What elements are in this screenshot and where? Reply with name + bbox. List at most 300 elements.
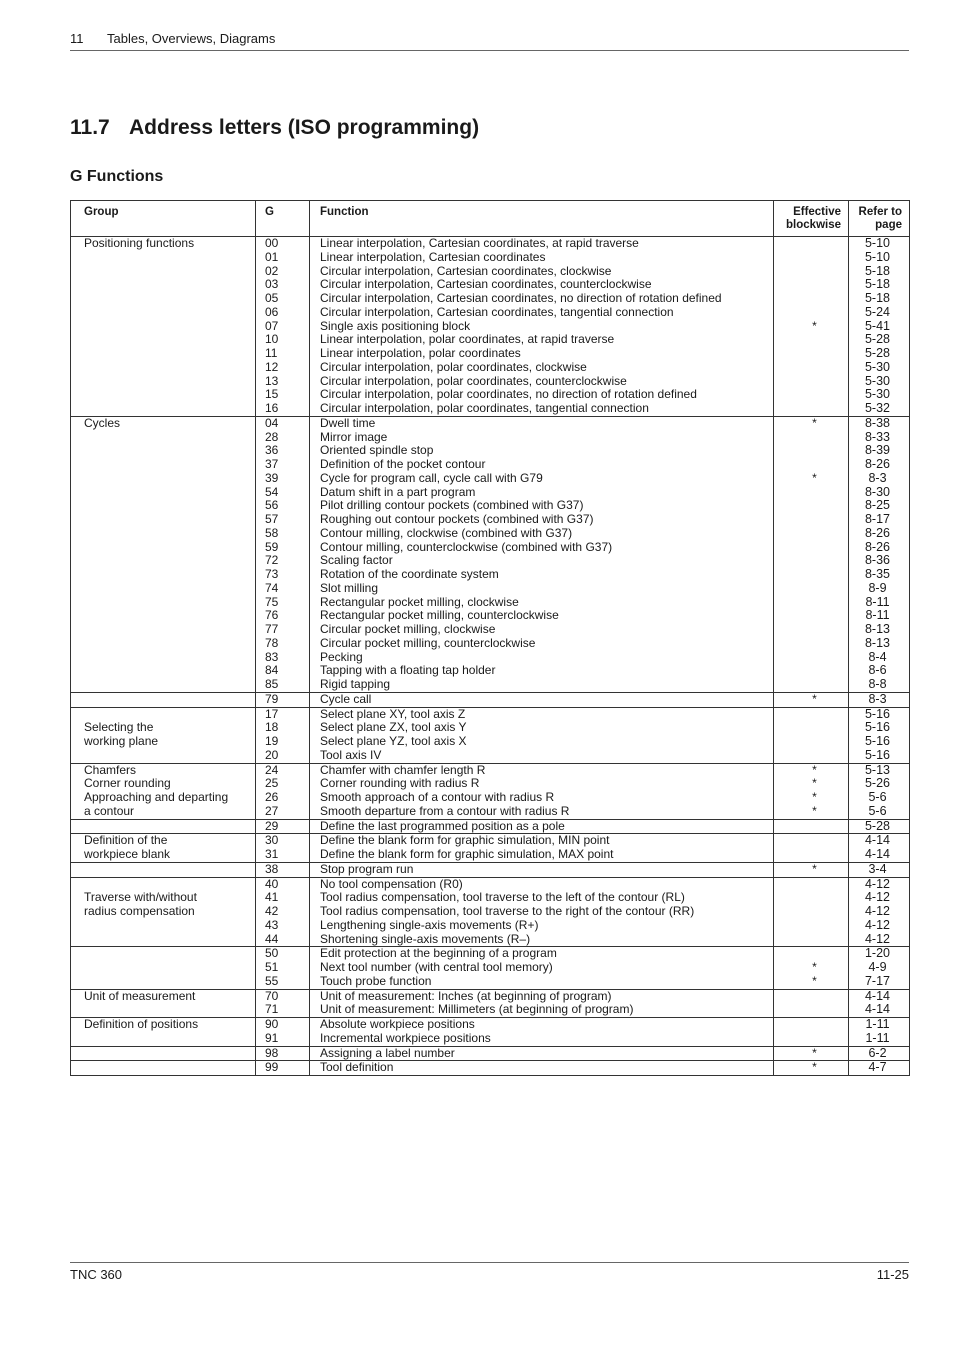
table-body bbox=[71, 237, 910, 1076]
g-functions-table bbox=[70, 200, 910, 1076]
effective-cell bbox=[774, 834, 849, 863]
g-code-cell-line: 31 bbox=[265, 848, 279, 861]
page-ref-cell-line: 8-33 bbox=[864, 430, 891, 444]
column-header-group: Group bbox=[71, 201, 256, 237]
page-ref-cell-line: 8-35 bbox=[864, 568, 891, 581]
g-code-cell-line: 20 bbox=[265, 748, 279, 762]
table-row bbox=[71, 237, 910, 417]
g-code-cell-line: 02 bbox=[265, 264, 279, 278]
effective-cell-line: * bbox=[812, 1046, 817, 1060]
page-ref-cell bbox=[849, 763, 910, 819]
table-row bbox=[71, 877, 910, 947]
effective-cell-line bbox=[774, 431, 841, 445]
page-ref-cell-line: 8-39 bbox=[864, 444, 891, 458]
g-code-cell-line: 11 bbox=[265, 347, 278, 360]
effective-cell-line: * bbox=[812, 471, 817, 485]
page-ref-cell-line: 4-14 bbox=[864, 1003, 891, 1017]
function-cell-line: Tapping with a floating tap holder bbox=[320, 664, 496, 678]
effective-cell-line: * bbox=[812, 692, 817, 706]
effective-cell bbox=[774, 692, 849, 707]
column-header-g: G bbox=[256, 201, 310, 237]
g-code-cell-line: 29 bbox=[265, 819, 279, 833]
function-cell-line: Slot milling bbox=[320, 581, 379, 595]
page-ref-cell bbox=[849, 692, 910, 707]
g-code-cell-line: 15 bbox=[265, 388, 279, 402]
effective-cell-line bbox=[774, 1018, 841, 1032]
group-cell-line: Definition of positions bbox=[84, 1018, 199, 1031]
g-code-cell-line: 75 bbox=[265, 595, 279, 609]
g-code-cell-line: 43 bbox=[265, 918, 279, 932]
column-header-effective-line1: Effective bbox=[793, 206, 841, 218]
page-ref-cell bbox=[849, 1018, 910, 1047]
g-code-cell-line: 28 bbox=[265, 430, 279, 444]
function-cell-line: Stop program run bbox=[320, 862, 414, 876]
function-cell-line: Unit of measurement: Millimeters (at beginning of program) bbox=[320, 1003, 634, 1017]
function-cell bbox=[310, 237, 774, 417]
g-code-cell bbox=[256, 862, 310, 877]
page-ref-cell-line: 5-18 bbox=[864, 264, 891, 278]
effective-cell-line: * bbox=[812, 862, 817, 876]
function-cell-line: Circular interpolation, Cartesian coordinates, tangential connection bbox=[320, 305, 674, 319]
function-cell-line: Select plane XY, tool axis Z bbox=[320, 707, 466, 721]
page-number: 11-25 bbox=[876, 1267, 909, 1282]
g-code-cell-line: 25 bbox=[265, 777, 279, 791]
page-ref-cell-line: 8-6 bbox=[868, 664, 887, 678]
g-code-cell-line: 44 bbox=[265, 932, 279, 946]
page-ref-cell-line: 1-11 bbox=[865, 1031, 890, 1045]
g-code-cell-line: 39 bbox=[265, 471, 279, 485]
effective-cell-line: * bbox=[812, 791, 817, 804]
effective-cell-line: * bbox=[812, 1061, 817, 1075]
effective-cell-line bbox=[774, 735, 841, 749]
effective-cell-line bbox=[774, 990, 841, 1004]
page-ref-cell-line: 5-24 bbox=[864, 305, 891, 319]
effective-cell-line bbox=[774, 265, 841, 279]
page-ref-cell-line: 8-36 bbox=[864, 554, 891, 568]
group-cell bbox=[71, 692, 256, 707]
page-ref-cell-line: 4-12 bbox=[864, 918, 891, 932]
group-cell-line: radius compensation bbox=[84, 905, 195, 918]
function-cell bbox=[310, 416, 774, 692]
page-ref-cell-line: 4-14 bbox=[864, 989, 891, 1003]
function-cell-line: Circular interpolation, polar coordinates, clockwise bbox=[320, 360, 587, 374]
g-code-cell-line: 18 bbox=[265, 721, 279, 735]
function-cell-line: Corner rounding with radius R bbox=[320, 777, 480, 791]
effective-cell bbox=[774, 707, 849, 763]
page-ref-cell bbox=[849, 1046, 910, 1061]
effective-cell-line bbox=[774, 486, 841, 500]
table-row bbox=[71, 834, 910, 863]
effective-cell-line: * bbox=[812, 804, 817, 818]
g-code-cell-line: 01 bbox=[265, 250, 279, 264]
function-cell-line: Circular interpolation, polar coordinates, counterclockwise bbox=[320, 374, 627, 388]
page-ref-cell-line: 5-30 bbox=[864, 360, 891, 374]
table-row bbox=[71, 1046, 910, 1061]
g-code-cell-line: 04 bbox=[265, 416, 279, 430]
effective-cell-line bbox=[774, 848, 841, 862]
g-code-cell-line: 41 bbox=[265, 891, 279, 905]
effective-cell-line bbox=[774, 905, 841, 919]
effective-cell-line bbox=[774, 237, 841, 251]
effective-cell-line bbox=[774, 596, 841, 610]
page-ref-cell-line: 5-41 bbox=[864, 319, 891, 333]
page-ref-cell-line: 5-10 bbox=[864, 237, 891, 250]
g-code-cell-line: 38 bbox=[265, 862, 279, 876]
page-ref-cell-line: 8-17 bbox=[864, 513, 891, 526]
page-ref-cell-line: 4-12 bbox=[864, 877, 891, 891]
group-cell bbox=[71, 237, 256, 417]
effective-cell-line bbox=[774, 919, 841, 933]
effective-cell-line bbox=[774, 820, 841, 834]
g-code-cell-line: 84 bbox=[265, 664, 279, 678]
function-cell-line: Define the last programmed position as a pole bbox=[320, 819, 565, 833]
page-ref-cell-line: 4-7 bbox=[868, 1061, 887, 1075]
effective-cell-line bbox=[774, 527, 841, 541]
g-code-cell bbox=[256, 1046, 310, 1061]
g-code-cell-line: 77 bbox=[265, 623, 279, 636]
g-code-cell-line: 40 bbox=[265, 877, 279, 891]
section-title bbox=[70, 116, 479, 140]
g-code-cell bbox=[256, 877, 310, 947]
g-code-cell bbox=[256, 1018, 310, 1047]
group-cell bbox=[71, 707, 256, 763]
g-code-cell-line: 79 bbox=[265, 692, 279, 706]
function-cell-line: Circular pocket milling, clockwise bbox=[320, 623, 496, 636]
effective-cell-line bbox=[774, 347, 841, 361]
function-cell-line: Oriented spindle stop bbox=[320, 444, 434, 458]
effective-cell-line bbox=[774, 708, 841, 722]
g-code-cell bbox=[256, 692, 310, 707]
table-row bbox=[71, 707, 910, 763]
g-code-cell-line: 03 bbox=[265, 278, 279, 292]
group-cell bbox=[71, 1061, 256, 1076]
effective-cell bbox=[774, 947, 849, 989]
effective-cell-line: * bbox=[812, 961, 817, 974]
g-code-cell-line: 13 bbox=[265, 374, 279, 388]
table-row bbox=[71, 763, 910, 819]
page-ref-cell-line: 8-30 bbox=[864, 485, 891, 499]
group-cell bbox=[71, 416, 256, 692]
page-ref-cell-line: 8-9 bbox=[868, 581, 887, 595]
g-code-cell-line: 55 bbox=[265, 974, 279, 988]
page-ref-cell-line: 5-16 bbox=[864, 721, 891, 735]
page-ref-cell-line: 4-12 bbox=[864, 932, 891, 946]
column-header-refer-line2: page bbox=[875, 219, 902, 231]
page-ref-cell-line: 8-26 bbox=[864, 526, 891, 540]
page-ref-cell-line: 4-14 bbox=[864, 834, 891, 848]
function-cell-line: Roughing out contour pockets (combined with G37) bbox=[320, 513, 594, 526]
g-code-cell-line: 17 bbox=[265, 707, 279, 721]
function-cell-line: Touch probe function bbox=[320, 974, 432, 988]
page-ref-cell bbox=[849, 989, 910, 1018]
spacer-line bbox=[84, 878, 255, 892]
g-code-cell-line: 59 bbox=[265, 540, 279, 554]
effective-cell bbox=[774, 819, 849, 834]
function-cell-line: Smooth departure from a contour with radius R bbox=[320, 804, 570, 818]
page-ref-cell-line: 1-20 bbox=[864, 947, 891, 961]
group-cell bbox=[71, 763, 256, 819]
section-number: 11.7 bbox=[70, 116, 110, 139]
table-row bbox=[71, 692, 910, 707]
g-code-cell-line: 58 bbox=[265, 526, 279, 540]
effective-cell-line bbox=[774, 499, 841, 513]
effective-cell-line bbox=[774, 1032, 841, 1046]
group-cell-line: Cycles bbox=[84, 416, 121, 430]
effective-cell-line bbox=[774, 664, 841, 678]
page-ref-cell bbox=[849, 877, 910, 947]
page-ref-cell-line: 5-16 bbox=[864, 707, 891, 721]
g-code-cell-line: 37 bbox=[265, 458, 279, 471]
effective-cell-line: * bbox=[812, 416, 817, 430]
g-code-cell-line: 50 bbox=[265, 947, 279, 961]
chapter-number: 11 bbox=[70, 31, 84, 46]
function-cell-line: Definition of the pocket contour bbox=[320, 458, 486, 471]
function-cell bbox=[310, 862, 774, 877]
function-cell bbox=[310, 989, 774, 1018]
function-cell-line: Chamfer with chamfer length R bbox=[320, 763, 486, 777]
page-ref-cell-line: 8-25 bbox=[864, 499, 891, 513]
group-cell-line: Chamfers bbox=[84, 763, 137, 777]
g-code-cell-line: 05 bbox=[265, 292, 279, 305]
effective-cell bbox=[774, 989, 849, 1018]
function-cell-line: Circular interpolation, polar coordinates, no direction of rotation defined bbox=[320, 388, 697, 402]
g-code-cell bbox=[256, 416, 310, 692]
table-row bbox=[71, 947, 910, 989]
page-ref-cell-line: 5-32 bbox=[864, 402, 891, 415]
g-code-cell-line: 51 bbox=[265, 961, 279, 974]
g-code-cell bbox=[256, 947, 310, 989]
effective-cell-line bbox=[774, 554, 841, 568]
chapter-title: Tables, Overviews, Diagrams bbox=[107, 31, 276, 46]
g-code-cell-line: 57 bbox=[265, 513, 279, 526]
page-ref-cell-line: 4-9 bbox=[868, 961, 887, 974]
function-cell bbox=[310, 877, 774, 947]
page-ref-cell bbox=[849, 707, 910, 763]
page-ref-cell-line: 5-30 bbox=[864, 388, 891, 402]
group-cell-line: a contour bbox=[84, 804, 135, 818]
page-ref-cell-line: 8-3 bbox=[868, 471, 887, 485]
function-cell-line: Cycle for program call, cycle call with G79 bbox=[320, 471, 543, 485]
group-cell-line: Corner rounding bbox=[84, 777, 171, 791]
effective-cell-line bbox=[774, 609, 841, 623]
function-cell-line: Circular interpolation, Cartesian coordinates, clockwise bbox=[320, 264, 612, 278]
effective-cell-line bbox=[774, 278, 841, 292]
function-cell-line: Circular interpolation, polar coordinates, tangential connection bbox=[320, 402, 649, 415]
page-ref-cell-line: 8-3 bbox=[868, 692, 887, 706]
function-cell-line: Rigid tapping bbox=[320, 678, 391, 691]
subsection-title: G Functions bbox=[70, 168, 164, 185]
function-cell-line: Tool definition bbox=[320, 1061, 394, 1075]
function-cell-line: Smooth approach of a contour with radius R bbox=[320, 791, 555, 804]
group-cell-line: Unit of measurement bbox=[84, 989, 196, 1003]
function-cell-line: Define the blank form for graphic simulation, MIN point bbox=[320, 834, 610, 848]
group-cell bbox=[71, 862, 256, 877]
effective-cell-line bbox=[774, 361, 841, 375]
group-cell-line: workpiece blank bbox=[84, 848, 171, 861]
g-code-cell-line: 30 bbox=[265, 834, 279, 848]
group-cell-line: Traverse with/without bbox=[84, 891, 197, 905]
g-code-cell-line: 10 bbox=[265, 333, 279, 347]
table-row bbox=[71, 989, 910, 1018]
group-cell bbox=[71, 947, 256, 989]
effective-cell bbox=[774, 1061, 849, 1076]
function-cell-line: Absolute workpiece positions bbox=[320, 1018, 475, 1031]
g-code-cell-line: 16 bbox=[265, 402, 279, 415]
function-cell-line: Pecking bbox=[320, 650, 363, 664]
g-code-cell-line: 78 bbox=[265, 636, 279, 650]
function-cell-line: Dwell time bbox=[320, 416, 376, 430]
effective-cell-line bbox=[774, 333, 841, 347]
page-ref-cell-line: 4-12 bbox=[864, 891, 891, 905]
table-row bbox=[71, 416, 910, 692]
effective-cell bbox=[774, 1046, 849, 1061]
effective-cell-line: * bbox=[812, 974, 817, 988]
function-cell-line: Incremental workpiece positions bbox=[320, 1031, 491, 1045]
function-cell-line: Assigning a label number bbox=[320, 1046, 455, 1060]
function-cell-line: Circular interpolation, Cartesian coordinates, no direction of rotation defined bbox=[320, 292, 722, 305]
column-header-effective bbox=[774, 201, 849, 237]
page-ref-cell-line: 8-11 bbox=[865, 609, 890, 623]
effective-cell bbox=[774, 237, 849, 417]
g-code-cell-line: 42 bbox=[265, 905, 279, 918]
table-row bbox=[71, 1061, 910, 1076]
effective-cell-line bbox=[774, 933, 841, 947]
g-code-cell-line: 72 bbox=[265, 554, 279, 568]
effective-cell-line bbox=[774, 568, 841, 582]
group-cell-line: working plane bbox=[84, 735, 159, 748]
effective-cell-line bbox=[774, 306, 841, 320]
g-code-cell-line: 76 bbox=[265, 609, 279, 623]
function-cell bbox=[310, 692, 774, 707]
g-code-cell bbox=[256, 834, 310, 863]
effective-cell-line bbox=[774, 513, 841, 527]
g-code-cell-line: 56 bbox=[265, 499, 279, 513]
g-code-cell-line: 12 bbox=[265, 360, 279, 374]
effective-cell-line bbox=[774, 582, 841, 596]
function-cell-line: Rectangular pocket milling, clockwise bbox=[320, 595, 519, 609]
function-cell-line: Tool axis IV bbox=[320, 748, 382, 762]
group-cell-line: Definition of the bbox=[84, 834, 168, 848]
page-ref-cell-line: 5-28 bbox=[864, 347, 891, 360]
function-cell-line: Rotation of the coordinate system bbox=[320, 568, 499, 581]
effective-cell-line bbox=[774, 388, 841, 402]
group-cell-line: Approaching and departing bbox=[84, 791, 229, 804]
function-cell-line: Linear interpolation, polar coordinates, at rapid traverse bbox=[320, 333, 615, 347]
g-code-cell bbox=[256, 1061, 310, 1076]
group-cell bbox=[71, 1046, 256, 1061]
column-header-refer-line1: Refer to bbox=[858, 206, 902, 218]
manual-name: TNC 360 bbox=[70, 1267, 123, 1282]
group-cell bbox=[71, 1018, 256, 1047]
function-cell-line: Linear interpolation, Cartesian coordinates bbox=[320, 250, 546, 264]
g-code-cell bbox=[256, 237, 310, 417]
g-code-cell bbox=[256, 707, 310, 763]
page-ref-cell bbox=[849, 1061, 910, 1076]
page-ref-cell-line: 8-26 bbox=[864, 458, 891, 471]
column-header-effective-line2: blockwise bbox=[786, 219, 841, 231]
g-code-cell-line: 06 bbox=[265, 305, 279, 319]
effective-cell-line bbox=[774, 947, 841, 961]
function-cell bbox=[310, 819, 774, 834]
function-cell bbox=[310, 1061, 774, 1076]
g-code-cell-line: 91 bbox=[265, 1031, 279, 1045]
effective-cell-line: * bbox=[812, 319, 817, 333]
page-ref-cell-line: 8-13 bbox=[864, 636, 891, 650]
effective-cell-line bbox=[774, 834, 841, 848]
g-code-cell-line: 26 bbox=[265, 791, 279, 804]
function-cell-line: Circular interpolation, Cartesian coordinates, counterclockwise bbox=[320, 278, 652, 292]
function-cell-line: Tool radius compensation, tool traverse to the right of the contour (RR) bbox=[320, 905, 695, 918]
function-cell bbox=[310, 1018, 774, 1047]
g-code-cell-line: 36 bbox=[265, 444, 279, 458]
effective-cell-line: * bbox=[812, 763, 817, 777]
effective-cell-line: * bbox=[812, 777, 817, 791]
page-ref-cell bbox=[849, 834, 910, 863]
g-code-cell-line: 85 bbox=[265, 678, 279, 691]
g-code-cell-line: 90 bbox=[265, 1018, 279, 1031]
effective-cell-line bbox=[774, 721, 841, 735]
function-cell-line: Define the blank form for graphic simulation, MAX point bbox=[320, 848, 614, 861]
function-cell-line: Select plane ZX, tool axis Y bbox=[320, 721, 467, 735]
effective-cell-line bbox=[774, 749, 841, 763]
page-ref-cell-line: 5-28 bbox=[864, 819, 891, 833]
page-ref-cell-line: 5-10 bbox=[864, 250, 891, 264]
function-cell-line: Unit of measurement: Inches (at beginning of program) bbox=[320, 989, 612, 1003]
effective-cell-line bbox=[774, 251, 841, 265]
page-ref-cell-line: 5-26 bbox=[864, 777, 891, 791]
page-ref-cell-line: 8-26 bbox=[864, 540, 891, 554]
function-cell-line: Next tool number (with central tool memory) bbox=[320, 961, 553, 974]
page-ref-cell-line: 8-13 bbox=[864, 623, 891, 636]
function-cell-line: Rectangular pocket milling, counterclockwise bbox=[320, 609, 559, 623]
function-cell-line: Tool radius compensation, tool traverse to the left of the contour (RL) bbox=[320, 891, 685, 905]
effective-cell bbox=[774, 416, 849, 692]
group-cell bbox=[71, 819, 256, 834]
effective-cell-line bbox=[774, 402, 841, 416]
function-cell-line: Shortening single-axis movements (R–) bbox=[320, 932, 531, 946]
effective-cell bbox=[774, 862, 849, 877]
page-ref-cell bbox=[849, 947, 910, 989]
page-ref-cell bbox=[849, 819, 910, 834]
function-cell-line: Datum shift in a part program bbox=[320, 485, 476, 499]
g-code-cell-line: 00 bbox=[265, 237, 279, 250]
g-code-cell-line: 19 bbox=[265, 735, 279, 748]
function-cell-line: Circular pocket milling, counterclockwise bbox=[320, 636, 536, 650]
group-cell bbox=[71, 877, 256, 947]
group-cell bbox=[71, 834, 256, 863]
page-ref-cell-line: 1-11 bbox=[865, 1018, 890, 1031]
page-ref-cell bbox=[849, 862, 910, 877]
group-cell-line: Selecting the bbox=[84, 721, 154, 735]
g-code-cell-line: 24 bbox=[265, 763, 279, 777]
spacer-line bbox=[84, 708, 255, 722]
effective-cell-line bbox=[774, 623, 841, 637]
page-ref-cell-line: 3-4 bbox=[868, 862, 887, 876]
g-code-cell-line: 71 bbox=[265, 1003, 279, 1017]
function-cell-line: Mirror image bbox=[320, 430, 388, 444]
g-code-cell bbox=[256, 989, 310, 1018]
effective-cell bbox=[774, 1018, 849, 1047]
table-header-row bbox=[71, 201, 910, 237]
page-ref-cell-line: 4-12 bbox=[864, 905, 891, 918]
function-cell-line: Scaling factor bbox=[320, 554, 393, 568]
page-footer bbox=[70, 1262, 909, 1282]
column-header-function: Function bbox=[310, 201, 774, 237]
function-cell-line: Edit protection at the beginning of a program bbox=[320, 947, 557, 961]
table-row bbox=[71, 862, 910, 877]
page-ref-cell-line: 6-2 bbox=[868, 1046, 887, 1060]
g-code-cell-line: 83 bbox=[265, 650, 279, 664]
